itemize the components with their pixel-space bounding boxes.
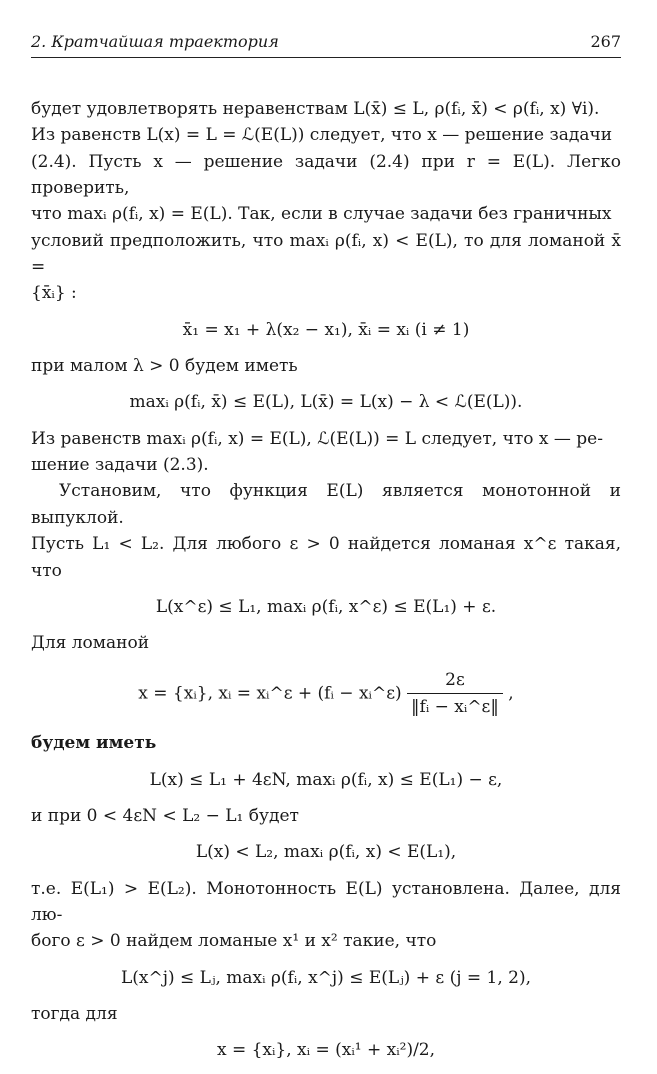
fraction-numerator: 2ε (407, 667, 503, 694)
fraction (407, 667, 503, 721)
text-line: условий предположить, что maxᵢ ρ(fᵢ, x) < E(L), то для ломаной x̄ = (31, 230, 621, 278)
text-line: бого ε > 0 найдем ломаные x¹ и x² такие, что (31, 931, 437, 952)
text-line: Пусть L₁ < L₂. Для любого ε > 0 найдется ломаная x^ε такая, что (31, 534, 621, 581)
text-line: тогда для (31, 1003, 118, 1024)
equation: L(x^ε) ≤ L₁, maxᵢ ρ(fᵢ, x^ε) ≤ E(L₁) + ε. (155, 596, 497, 617)
text-line: {x̄ᵢ} : (31, 283, 77, 304)
text-line: Установим, что функция E(L) является монотонной и выпуклой. (31, 481, 621, 528)
equation-part: x = {xᵢ}, xᵢ = xᵢ^ε + (fᵢ − xᵢ^ε) (138, 682, 402, 703)
running-header (31, 30, 621, 58)
equation: maxᵢ ρ(fᵢ, x̄) ≤ E(L), L(x̄) = L(x) − λ < ℒ(E(L)). (129, 392, 523, 413)
equation: L(x) ≤ L₁ + 4εN, maxᵢ ρ(fᵢ, x) ≤ E(L₁) − ε, (149, 769, 503, 790)
text-line: шение задачи (2.3). (31, 455, 209, 476)
text-line: будет удовлетворять неравенствам L(x̄) ≤ L, ρ(fᵢ, x̄) < ρ(fᵢ, x) ∀i). (31, 99, 600, 119)
text-line: т.е. E(L₁) > E(L₂). Монотонность E(L) установлена. Далее, для лю- (31, 878, 621, 925)
equation: L(x) < L₂, maxᵢ ρ(fᵢ, x) < E(L₁), (195, 842, 457, 863)
text-line: Из равенств maxᵢ ρ(fᵢ, x) = E(L), ℒ(E(L)) = L следует, что x — ре- (31, 428, 603, 449)
equation: x̄₁ = x₁ + λ(x₂ − x₁), x̄ᵢ = xᵢ (i ≠ 1) (182, 319, 470, 340)
text-line: (2.4). Пусть x — решение задачи (2.4) при r = E(L). Легко проверить, (31, 151, 621, 199)
fraction-denominator: ‖fᵢ − xᵢ^ε‖ (411, 696, 499, 717)
equation-fraction (31, 667, 621, 721)
equation-part: , (508, 682, 514, 703)
text-body (31, 96, 621, 1074)
text-line: Из равенств L(x) = L = ℒ(E(L)) следует, что x — решение задачи (31, 125, 613, 146)
text-line: при малом λ > 0 будем иметь (31, 356, 298, 377)
equation: L(x^j) ≤ Lⱼ, maxᵢ ρ(fᵢ, x^j) ≤ E(Lⱼ) + ε (j = 1, 2), (120, 967, 532, 988)
text-line: и при 0 < 4εN < L₂ − L₁ будет (31, 805, 299, 826)
text-line: что maxᵢ ρ(fᵢ, x) = E(L). Так, если в случае задачи без граничных (31, 204, 612, 225)
text-line: Для ломаной (31, 633, 150, 654)
equation: x = {xᵢ}, xᵢ = (xᵢ¹ + xᵢ²)/2, (216, 1040, 436, 1061)
page-number: 267 (590, 32, 621, 51)
text-line: будем иметь (31, 733, 157, 754)
section-title: 2. Кратчайшая траектория (31, 32, 279, 51)
